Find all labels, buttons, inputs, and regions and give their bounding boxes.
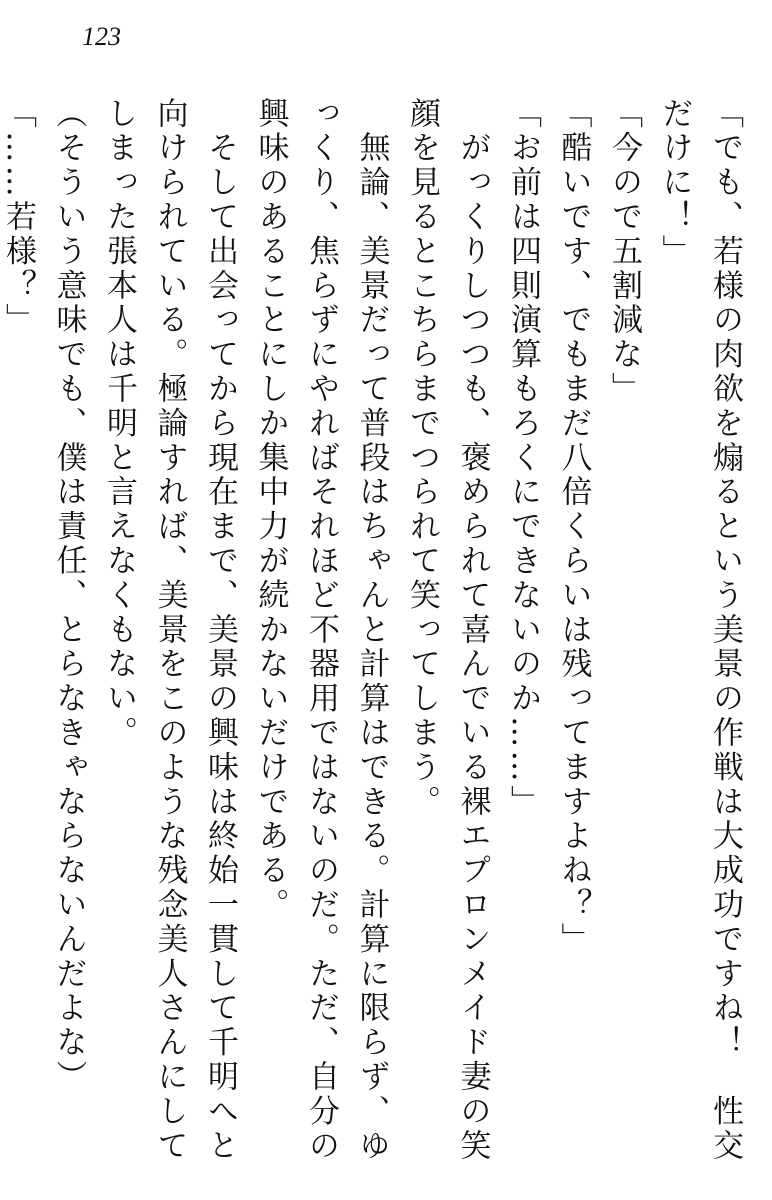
paragraph: 無論、美景だって普段はちゃんと計算はできる。計算に限らず、ゆっくり、焦らずにやればそれほど不器用ではないのだ。ただ、自分の興味のあることにしか集中力が続かないだけである。 — [252, 97, 390, 1164]
paragraph: 「酷いです、でもまだ八倍くらいは残ってますよね？」 — [555, 97, 592, 957]
paragraph: がっくりしつつも、褒められて喜んでいる裸エプロンメイド妻の笑顔を見るとこちらまでつられて笑ってしまう。 — [404, 97, 491, 1164]
page-number: 123 — [82, 22, 121, 51]
paragraph: 「お前は四則演算もろくにできないのか……」 — [505, 97, 541, 820]
paragraph: 「……若様？」 — [0, 97, 36, 338]
vertical-text-body — [0, 97, 750, 1182]
paragraph: 「今ので五割減な」 — [606, 97, 642, 407]
paragraph: そして出会ってから現在まで、美景の興味は終始一貫して千明へと向けられている。極論すれば、美景をこのような残念美人さんにしてしまった張本人は千明と言えなくもない。 — [101, 97, 238, 1164]
paragraph: （そういう意味でも、僕は責任、とらなきゃならないんだよな） — [50, 97, 87, 1095]
paragraph: 「でも、若様の肉欲を煽るという美景の作戦は大成功ですね！ 性交だけに！」 — [656, 97, 743, 1164]
